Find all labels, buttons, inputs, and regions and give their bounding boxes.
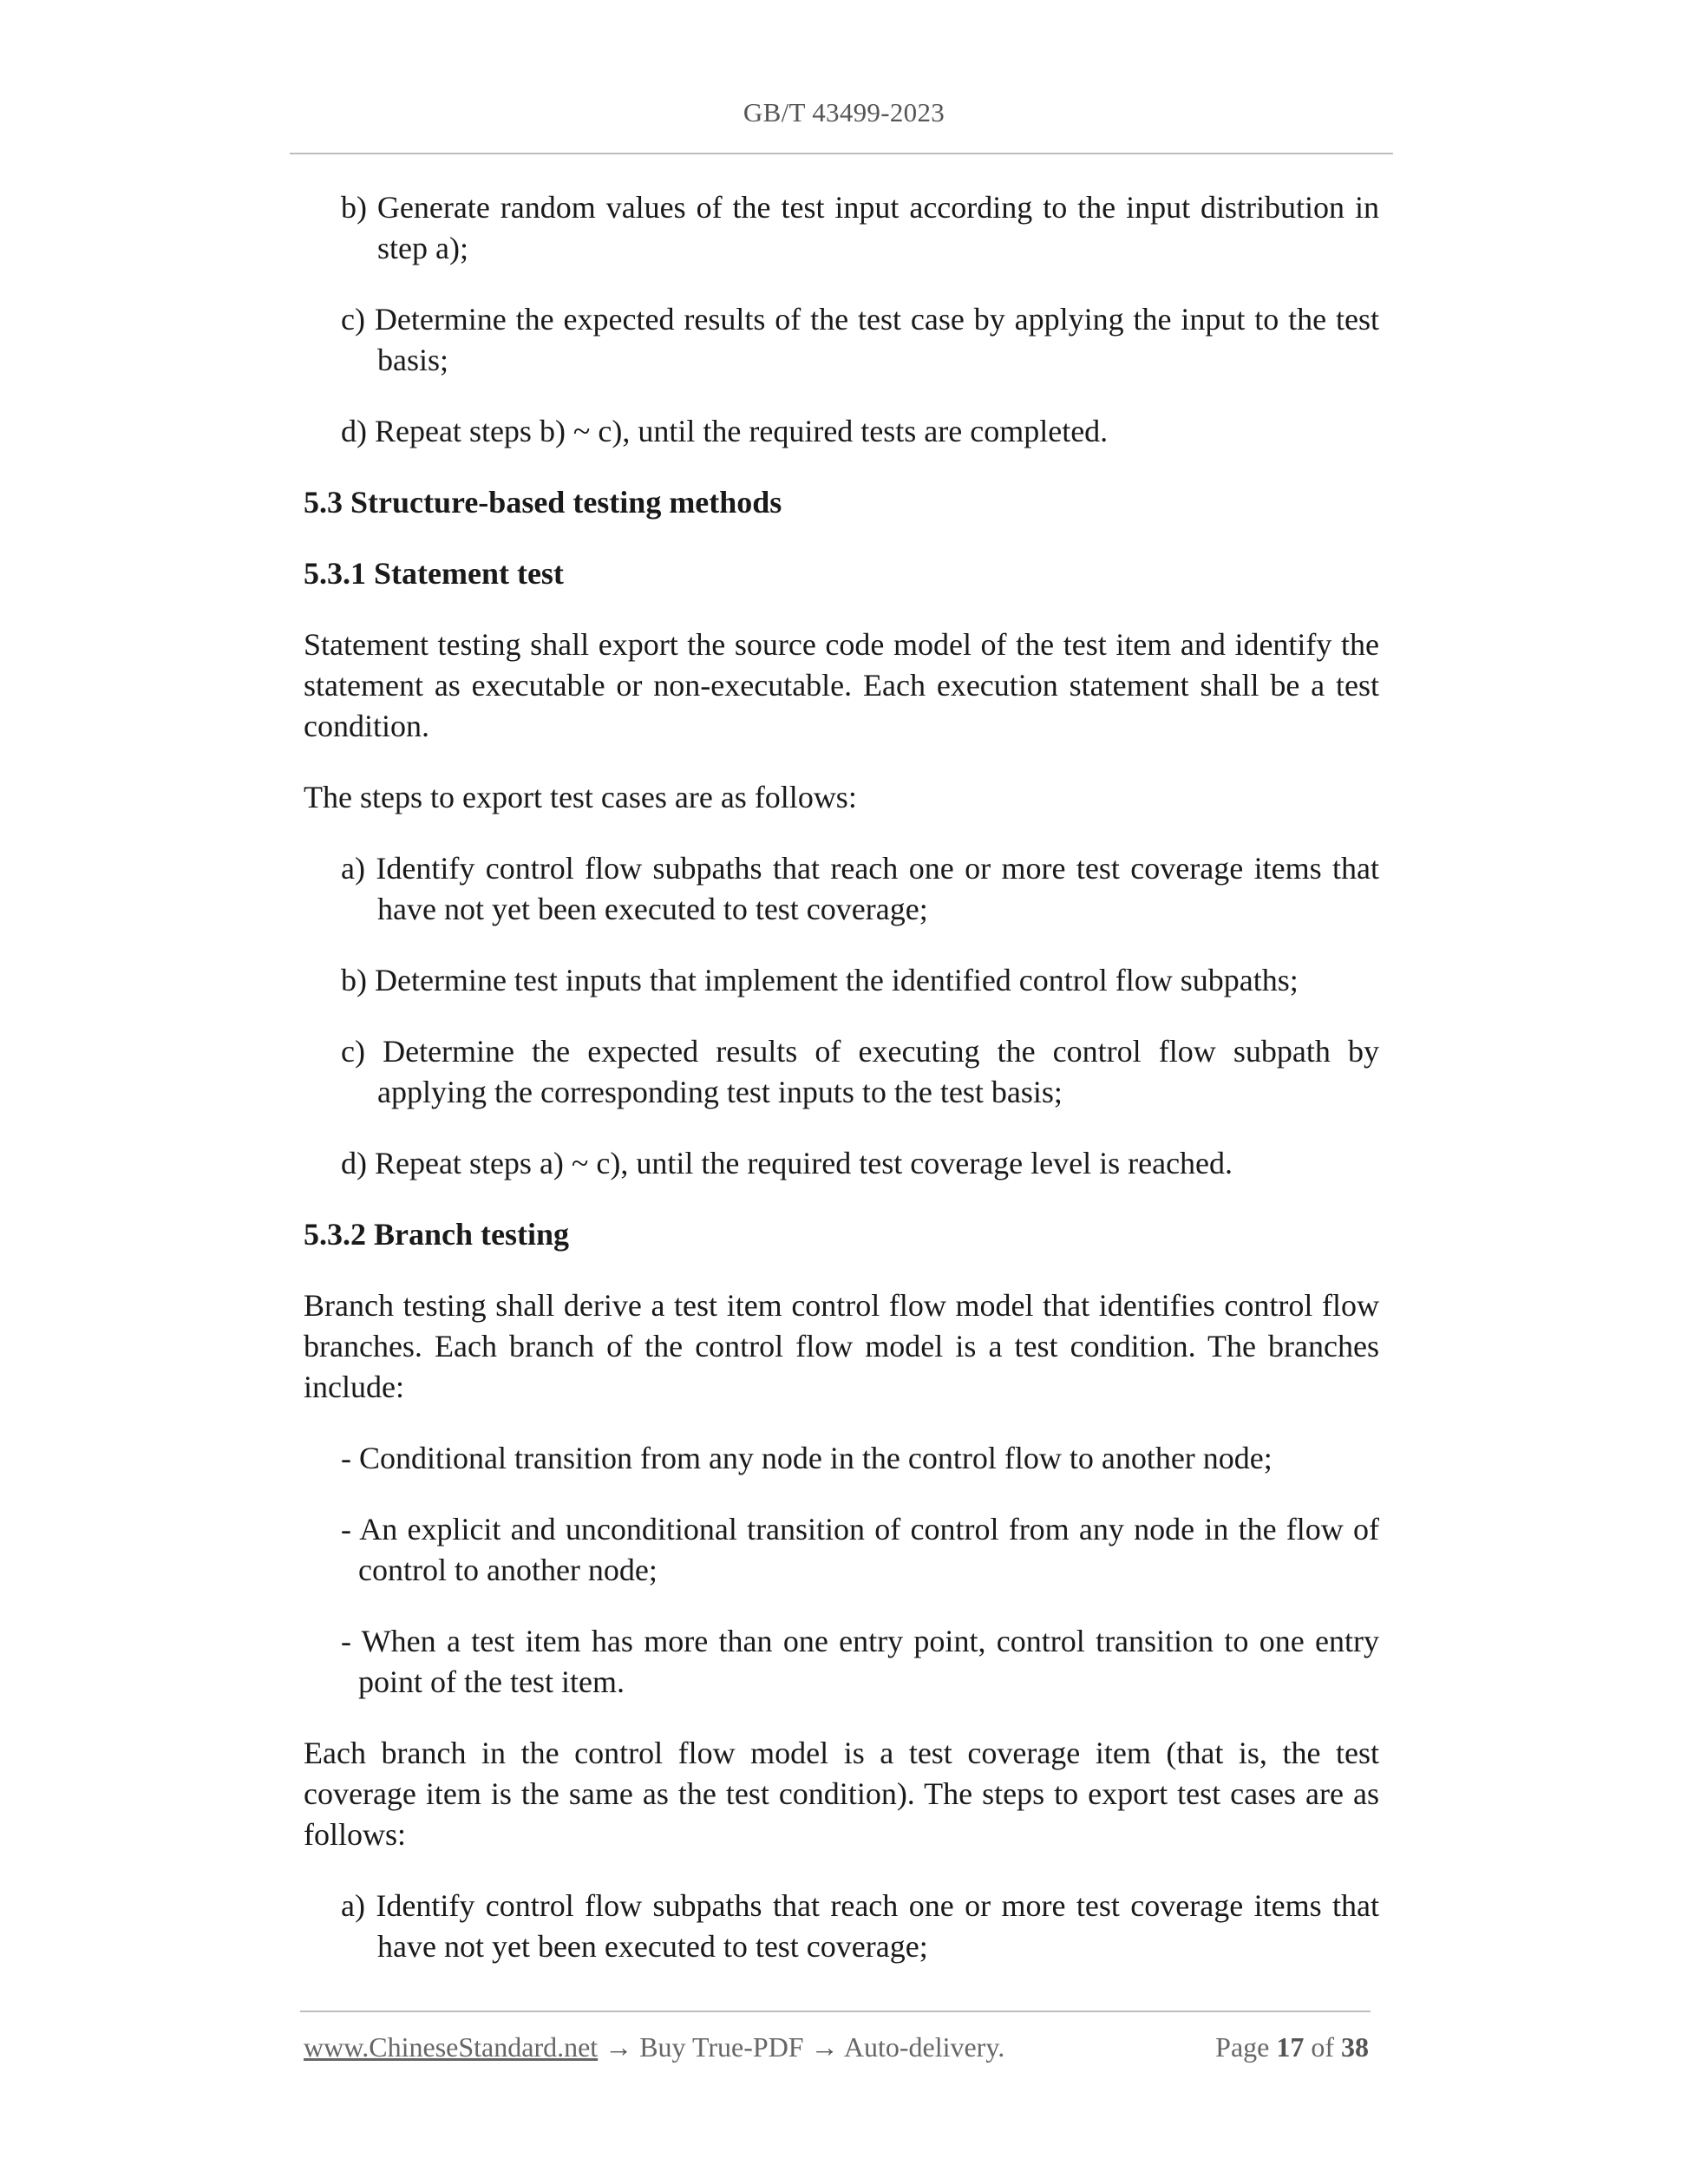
paragraph-steps-intro: The steps to export test cases are as follows: xyxy=(304,780,857,814)
arrow-right-icon: → xyxy=(810,2031,839,2063)
list-item-b: b) Determine test inputs that implement the identified control flow subpaths; xyxy=(341,963,1299,997)
dash-item-entry-point: - When a test item has more than one entry point, control transition to one entry point of the test item. xyxy=(341,1624,1379,1699)
paragraph-branch-testing: Branch testing shall derive a test item control flow model that identifies control flow branches. Each branch of the control flow model is a test condition. The branches include: xyxy=(304,1288,1379,1404)
header-divider xyxy=(290,153,1393,154)
buy-true-pdf-text: Buy True-PDF xyxy=(639,2031,804,2063)
section-heading-5-3-1: 5.3.1 Statement test xyxy=(304,556,564,591)
list-item-b: b) Generate random values of the test input according to the input distribution in step a); xyxy=(341,190,1379,265)
auto-delivery-text: Auto-delivery. xyxy=(843,2031,1005,2063)
page-header: GB/T 43499-2023 xyxy=(743,97,945,128)
footer-divider xyxy=(300,2011,1371,2012)
current-page-number: 17 xyxy=(1276,2031,1305,2063)
of-label: of xyxy=(1311,2031,1334,2063)
paragraph-coverage-item: Each branch in the control flow model is a test coverage item (that is, the test coverage item is the same as the test condition). The steps to export test cases are as follows: xyxy=(304,1736,1379,1852)
section-heading-5-3: 5.3 Structure-based testing methods xyxy=(304,485,782,520)
list-item-d: d) Repeat steps a) ~ c), until the required test coverage level is reached. xyxy=(341,1146,1233,1180)
list-item-a: a) Identify control flow subpaths that reach one or more test coverage items that have not yet been executed to test coverage; xyxy=(341,1888,1379,1964)
list-item-a: a) Identify control flow subpaths that reach one or more test coverage items that have not yet been executed to test coverage; xyxy=(341,851,1379,926)
paragraph-statement-testing: Statement testing shall export the source code model of the test item and identify the statement as executable or non-executable. Each execution statement shall be a test condition. xyxy=(304,627,1379,743)
footer-links xyxy=(304,2031,1004,2063)
document-body xyxy=(304,187,1379,1998)
page-footer xyxy=(304,2031,1369,2063)
list-item-c: c) Determine the expected results of executing the control flow subpath by applying the corresponding test inputs to the test basis; xyxy=(341,1034,1379,1109)
section-heading-5-3-2: 5.3.2 Branch testing xyxy=(304,1217,569,1252)
list-item-c: c) Determine the expected results of the test case by applying the input to the test basis; xyxy=(341,302,1379,377)
dash-item-unconditional: - An explicit and unconditional transition of control from any node in the flow of control to another node; xyxy=(341,1512,1379,1587)
chinesestandard-link[interactable]: www.ChineseStandard.net xyxy=(304,2031,599,2063)
list-item-d: d) Repeat steps b) ~ c), until the required tests are completed. xyxy=(341,414,1109,448)
total-pages-number: 38 xyxy=(1341,2031,1369,2063)
page-number xyxy=(1215,2031,1369,2063)
arrow-right-icon: → xyxy=(605,2031,633,2063)
page-label: Page xyxy=(1215,2031,1270,2063)
dash-item-conditional: - Conditional transition from any node in the control flow to another node; xyxy=(341,1441,1273,1475)
